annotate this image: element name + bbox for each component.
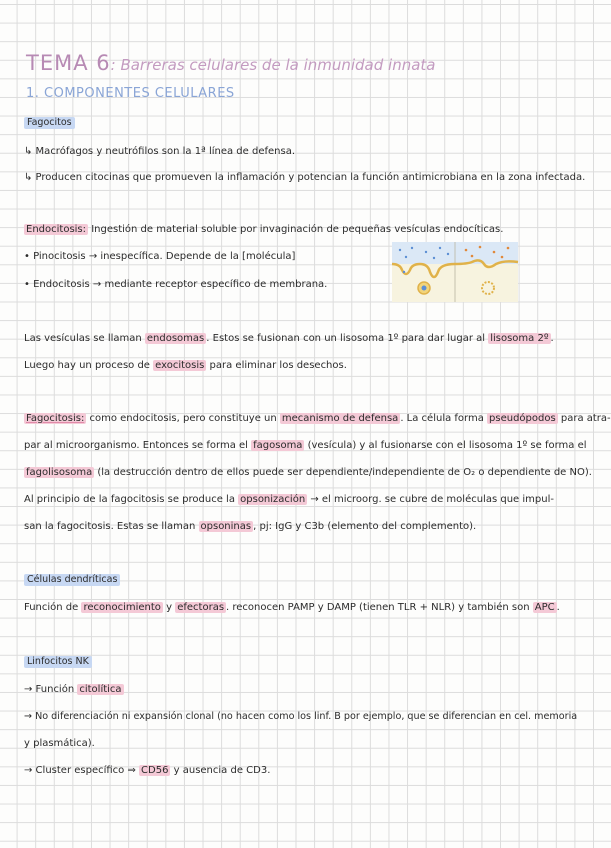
dendriticas-header: Células dendríticas — [24, 574, 120, 586]
efectoras-highlight: efectoras — [177, 602, 225, 613]
pinocitosis-line — [24, 251, 295, 263]
fagocitosis-line-5 — [24, 521, 476, 533]
fagocitosis-header: Fagocitosis: — [26, 413, 85, 424]
dendriticas-line-1 — [24, 602, 560, 614]
exocitosis-highlight: exocitosis — [155, 360, 205, 371]
dendriticas-l1-b: y — [162, 602, 176, 613]
endocytosis-diagram — [392, 242, 518, 302]
pseudopodos-highlight: pseudópodos — [489, 413, 556, 424]
fagocitosis-line-4 — [24, 494, 554, 506]
fagocitosis-line-1 — [24, 413, 611, 425]
vesicle-content — [422, 286, 427, 291]
fagocitosis-l3-b: (la destrucción dentro de ellos puede ser dependiente/independiente de O₂ o dependiente de NO). — [94, 467, 592, 478]
reconocimiento-highlight: reconocimiento — [83, 602, 161, 613]
exocitosis-line — [24, 360, 347, 372]
nk-line-1 — [24, 684, 124, 696]
nk-line-4 — [24, 765, 270, 777]
cd56-highlight: CD56 — [141, 765, 169, 776]
endosomas-highlight: endosomas — [146, 333, 205, 344]
fagocitos-line-2: ↳ Producen citocinas que promueven la inflamación y potencian la función antimicrobiana en la zona infectada. — [24, 172, 586, 183]
fagocitosis-l5-b: , pj: IgG y C3b (elemento del complemento). — [253, 521, 477, 532]
nk-header: Linfocitos NK — [24, 656, 92, 668]
fagocitosis-l1-c: para atra- — [557, 413, 611, 424]
exocitosis-text-b: para eliminar los desechos. — [206, 360, 347, 371]
title-rest: : Barreras celulares de la inmunidad innata — [110, 56, 436, 74]
nk-line-2: → No diferenciación ni expansión clonal (no hacen como los linf. B por ejemplo, que se diferencian en cel. memoria — [24, 711, 578, 722]
fagocitosis-line-2 — [24, 440, 587, 452]
nk-l4-b: y ausencia de CD3. — [170, 765, 271, 776]
vesicle-right — [482, 282, 494, 294]
endocitosis-def-text: Ingestión de material soluble por invaginación de pequeñas vesículas endocíticas. — [88, 224, 504, 235]
dendriticas-l1-d: . — [556, 602, 560, 613]
exocitosis-text-a: Luego hay un proceso de — [24, 360, 154, 371]
endosomas-text-b: . Estos se fusionan con un lisosoma 1º para dar lugar al — [206, 333, 489, 344]
fagocitosis-l2-a: par al microorganismo. Entonces se forma el — [24, 440, 252, 451]
fagocitos-header: Fagocitos — [24, 117, 75, 129]
pinocitosis-text: • Pinocitosis → inespecífica. Depende de la — [24, 251, 243, 262]
fagolisosoma-highlight: fagolisosoma — [26, 467, 93, 478]
nk-l4-a: → Cluster específico ⇒ — [24, 765, 140, 776]
fagocitosis-l1-b: . La célula forma — [400, 413, 488, 424]
mecanismo-defensa-highlight: mecanismo de defensa — [281, 413, 399, 424]
pinocitosis-molecule: [molécula] — [242, 251, 296, 262]
citolitica-highlight: citolítica — [79, 684, 122, 695]
endocitosis-header: Endocitosis: — [26, 224, 87, 235]
fagocitosis-line-3 — [24, 467, 592, 479]
apc-highlight: APC — [534, 602, 555, 613]
lisosoma-2-highlight: lisosoma 2º — [490, 333, 549, 344]
dendriticas-l1-c: . reconocen PAMP y DAMP (tienen TLR + NLR) y también son — [226, 602, 533, 613]
endocitosis-receptor-line: • Endocitosis → mediante receptor específico de membrana. — [24, 279, 328, 290]
nk-line-3: y plasmática). — [24, 738, 95, 749]
fagocitosis-l4-a: Al principio de la fagocitosis se produce la — [24, 494, 239, 505]
fagocitosis-l4-b: → el microorg. se cubre de moléculas que impul- — [307, 494, 554, 505]
page-title — [26, 50, 435, 78]
fagocitosis-l2-b: (vesícula) y al fusionarse con el lisosoma 1º se forma el — [304, 440, 587, 451]
endosomas-text-a: Las vesículas se llaman — [24, 333, 145, 344]
endocitosis-definition — [24, 224, 503, 236]
section-subtitle: 1. COMPONENTES CELULARES — [26, 86, 235, 101]
title-main: TEMA 6 — [26, 51, 111, 75]
opsoninas-highlight: opsoninas — [200, 521, 252, 532]
opsonizacion-highlight: opsonización — [240, 494, 306, 505]
fagosoma-highlight: fagosoma — [253, 440, 303, 451]
fagocitos-line-1: ↳ Macrófagos y neutrófilos son la 1ª línea de defensa. — [24, 146, 296, 157]
endosomas-text-c: . — [550, 333, 554, 344]
fagocitosis-l5-a: san la fagocitosis. Estas se llaman — [24, 521, 199, 532]
fagocitosis-l1-a: como endocitosis, pero constituye un — [86, 413, 280, 424]
nk-l1-a: → Función — [24, 684, 78, 695]
dendriticas-l1-a: Función de — [24, 602, 82, 613]
endosomas-line — [24, 333, 554, 345]
